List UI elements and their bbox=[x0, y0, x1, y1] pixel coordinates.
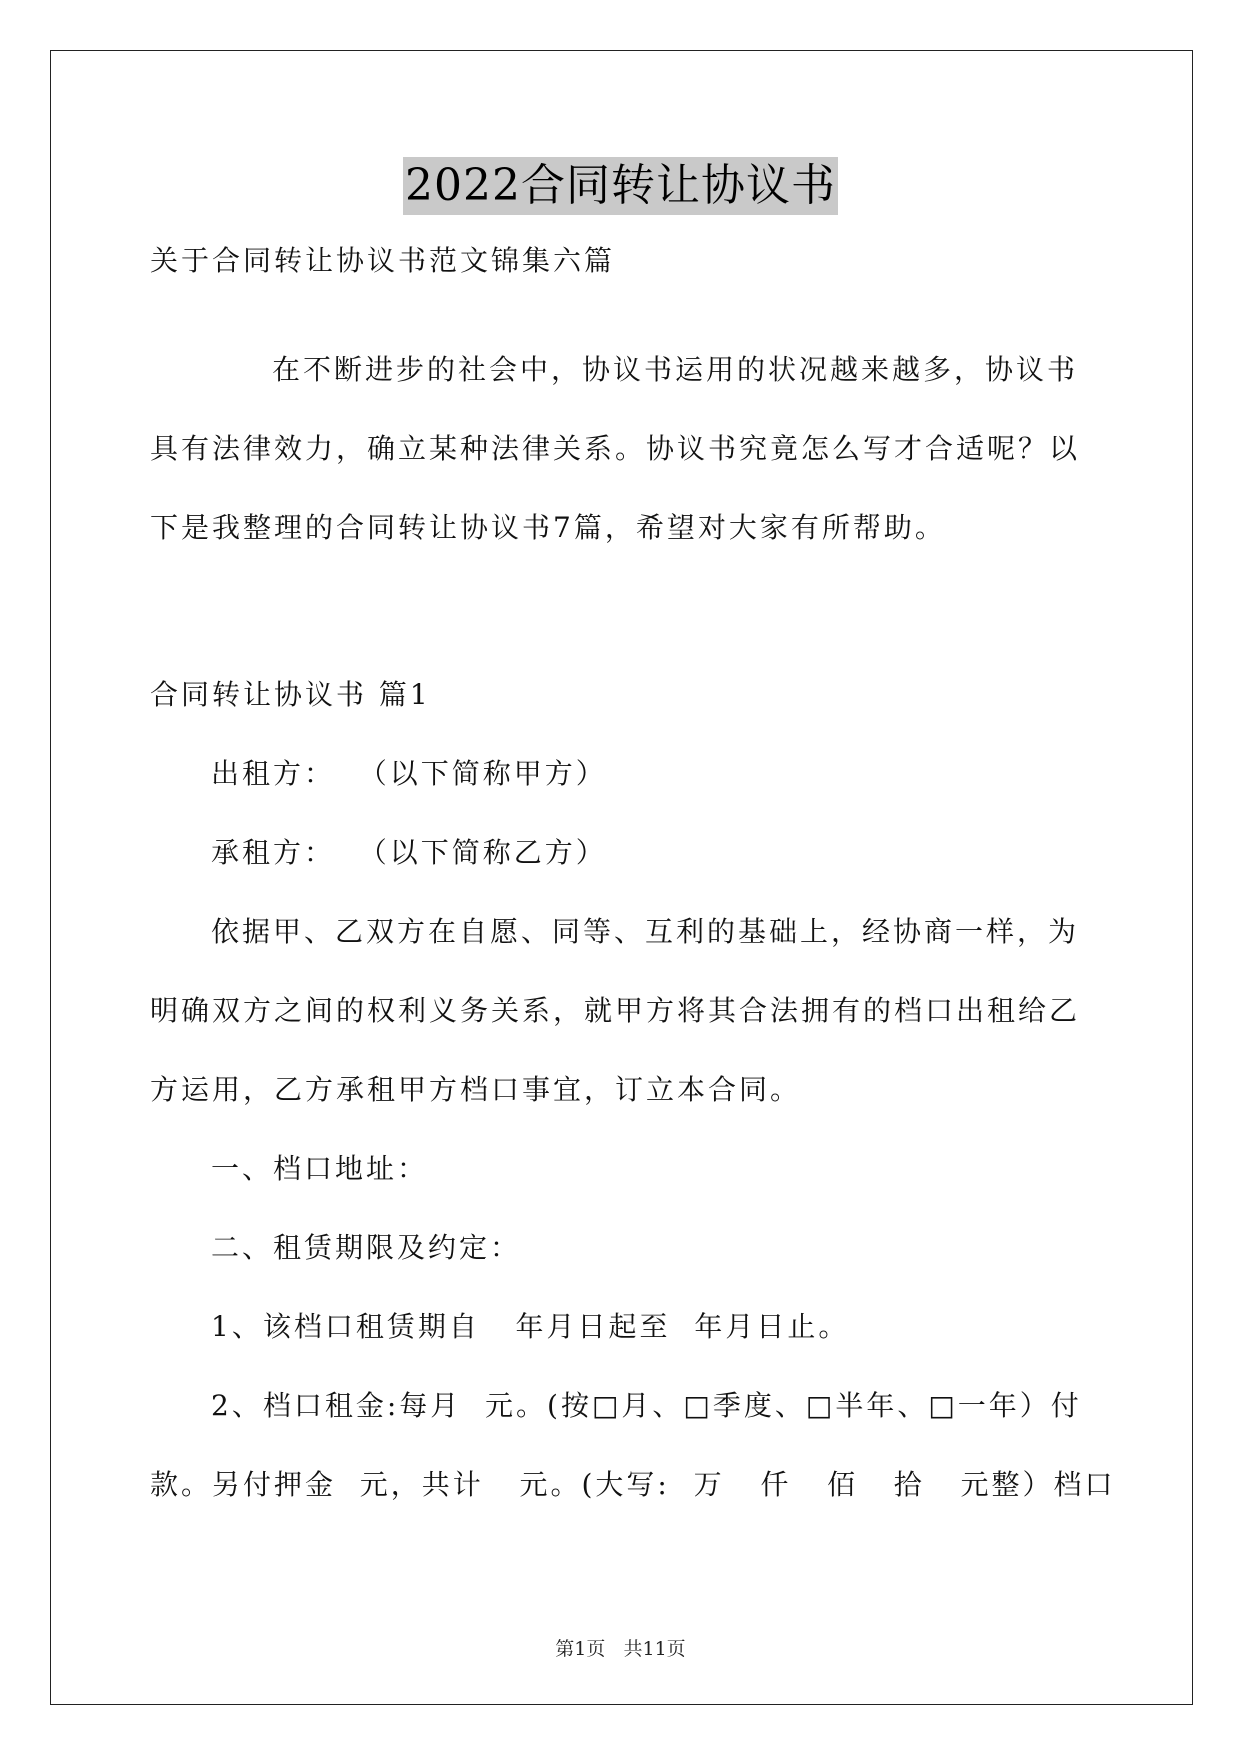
intro-line-2: 具有法律效力，确立某种法律关系。协议书究竟怎么写才合适呢？以 bbox=[150, 432, 1081, 465]
basis-line-1: 依据甲、乙双方在自愿、同等、互利的基础上，经协商一样，为 bbox=[211, 915, 1080, 948]
item-term-period: 1、该档口租赁期自 年月日起至 年月日止。 bbox=[211, 1310, 850, 1343]
basis-line-3: 方运用，乙方承租甲方档口事宜，订立本合同。 bbox=[150, 1073, 802, 1106]
section-heading: 合同转让协议书 篇1 bbox=[150, 678, 431, 711]
intro-line-3: 下是我整理的合同转让协议书7篇，希望对大家有所帮助。 bbox=[150, 511, 946, 544]
item-rent-line-2: 款。另付押金 元，共计 元。(大写: 万 仟 佰 拾 元整）档口 bbox=[150, 1468, 1116, 1501]
clause-term: 二、租赁期限及约定： bbox=[211, 1231, 522, 1264]
page-footer: 第1页 共11页 bbox=[555, 1638, 686, 1660]
item-rent-line-1: 2、档口租金:每月 元。(按□月、□季度、□半年、□一年）付 bbox=[211, 1389, 1082, 1422]
lessee-line: 承租方： （以下简称乙方） bbox=[211, 836, 607, 869]
document-subtitle: 关于合同转让协议书范文锦集六篇 bbox=[150, 244, 616, 277]
intro-line-1: 在不断进步的社会中，协议书运用的状况越来越多，协议书 bbox=[272, 353, 1079, 386]
page-border bbox=[50, 50, 1193, 1705]
document-title: 2022合同转让协议书 bbox=[403, 157, 838, 215]
lessor-line: 出租方： （以下简称甲方） bbox=[211, 757, 607, 790]
title-container bbox=[0, 157, 1241, 215]
basis-line-2: 明确双方之间的权利义务关系，就甲方将其合法拥有的档口出租给乙 bbox=[150, 994, 1081, 1027]
clause-address: 一、档口地址： bbox=[211, 1152, 429, 1185]
